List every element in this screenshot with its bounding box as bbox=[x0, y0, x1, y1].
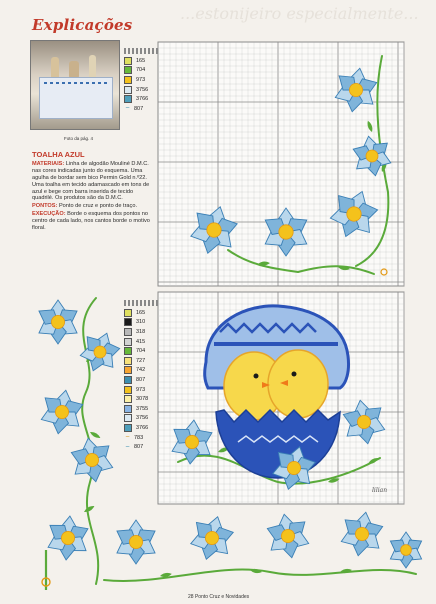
flower-center bbox=[401, 545, 412, 556]
execution-paragraph bbox=[32, 211, 152, 232]
page-watermark: ...estonijeiro especialmente... bbox=[180, 4, 419, 23]
color-swatch bbox=[124, 86, 132, 94]
legend-row bbox=[124, 356, 158, 366]
color-legend-top bbox=[124, 48, 158, 114]
dmc-code: 3756 bbox=[136, 415, 149, 422]
chick-right bbox=[268, 350, 328, 418]
designer-signature: lilian bbox=[372, 487, 388, 494]
flower-motif bbox=[184, 511, 240, 566]
dmc-code: 3078 bbox=[136, 396, 149, 403]
legend-row bbox=[124, 366, 158, 376]
legend-row bbox=[124, 104, 158, 114]
stitches-paragraph bbox=[32, 203, 152, 210]
dmc-code: 318 bbox=[136, 328, 146, 335]
materials-label: MATERIAIS: bbox=[32, 160, 65, 167]
stitches-text: Ponto de cruz e ponto de traço. bbox=[58, 203, 138, 210]
dmc-code: 742 bbox=[136, 367, 146, 374]
stitches-label: PONTOS: bbox=[32, 203, 58, 210]
flower-motif bbox=[261, 510, 314, 561]
photo-tablecloth bbox=[39, 77, 113, 119]
flower-motif bbox=[73, 326, 126, 378]
page-title: Explicações bbox=[32, 16, 133, 34]
corner-floral-chart bbox=[158, 42, 404, 286]
flower-motif bbox=[43, 514, 93, 562]
leaf bbox=[89, 430, 101, 439]
legend-row bbox=[124, 375, 158, 385]
legend-row bbox=[124, 404, 158, 414]
flower-motif bbox=[35, 300, 81, 344]
flower-motif bbox=[387, 532, 425, 568]
dmc-code: 727 bbox=[136, 357, 146, 364]
color-swatch bbox=[124, 95, 132, 103]
color-legend-bottom bbox=[124, 300, 158, 452]
dmc-code: 165 bbox=[136, 57, 146, 64]
backstitch-symbol: ~ bbox=[125, 105, 130, 113]
flower-center bbox=[51, 315, 64, 328]
dmc-code: 783 bbox=[134, 434, 144, 441]
legend-row bbox=[124, 308, 158, 318]
backstitch-symbol: ~ bbox=[125, 443, 130, 451]
dmc-code: 165 bbox=[136, 309, 146, 316]
legend-row bbox=[124, 394, 158, 404]
chick-eye bbox=[292, 372, 297, 377]
dmc-code: 973 bbox=[136, 386, 146, 393]
dmc-code: 807 bbox=[134, 444, 144, 451]
dmc-code: 3756 bbox=[136, 86, 149, 93]
dmc-code: 3766 bbox=[136, 424, 149, 431]
backstitch-symbol: ~ bbox=[125, 434, 130, 442]
legend-row bbox=[124, 442, 158, 452]
materials-text: Linha de algodão Mouliné D.M.C. nas cores indicadas junto do esquema. Uma agulha de bordar sem bico Permin Gold n.º22. Uma toalha em tecido adamascado em tons de azul e bege com barra inserida de tecido quadrilé. Os produtos são da D.M.C. bbox=[32, 160, 150, 202]
flower-center bbox=[279, 225, 293, 239]
legend-row bbox=[124, 56, 158, 66]
legend-row bbox=[124, 85, 158, 95]
color-swatch bbox=[124, 76, 132, 84]
dmc-code: 415 bbox=[136, 338, 146, 345]
legend-row bbox=[124, 75, 158, 85]
flower-motif bbox=[335, 508, 388, 559]
execution-label: EXECUÇÃO: bbox=[32, 211, 66, 218]
photo-caption: Foto da pág. 4 bbox=[64, 136, 94, 141]
leaf bbox=[83, 504, 95, 513]
execution-text: Borde o esquema dos pontos no centro de cada lado, nos cantos borde o motivo floral. bbox=[32, 211, 150, 232]
photo-bottle-tall bbox=[89, 55, 96, 79]
bottom-border-chart bbox=[100, 502, 418, 592]
dmc-code: 704 bbox=[136, 348, 146, 355]
flower-motif bbox=[35, 386, 88, 437]
tablecloth-photo bbox=[30, 40, 120, 130]
legend-row bbox=[124, 66, 158, 76]
dmc-code: 973 bbox=[136, 76, 146, 83]
legend-header bbox=[124, 300, 158, 306]
dmc-code: 704 bbox=[136, 67, 146, 74]
legend-row bbox=[124, 346, 158, 356]
dmc-code: 807 bbox=[134, 105, 144, 112]
legend-row bbox=[124, 327, 158, 337]
materials-paragraph bbox=[32, 161, 152, 202]
photo-bottle bbox=[51, 57, 59, 79]
color-swatch bbox=[124, 57, 132, 65]
legend-row bbox=[124, 94, 158, 104]
chick-egg-chart bbox=[158, 292, 404, 504]
legend-row bbox=[124, 318, 158, 328]
legend-row bbox=[124, 385, 158, 395]
dmc-code: 3766 bbox=[136, 96, 149, 103]
dmc-code: 310 bbox=[136, 319, 146, 326]
dmc-code: 807 bbox=[136, 376, 146, 383]
legend-row bbox=[124, 414, 158, 424]
flower-motif bbox=[113, 520, 159, 564]
flower-center bbox=[129, 535, 142, 548]
legend-row bbox=[124, 337, 158, 347]
color-swatch bbox=[124, 66, 132, 74]
instructions-block bbox=[32, 152, 152, 233]
legend-row bbox=[124, 423, 158, 433]
flower-motif bbox=[65, 434, 118, 485]
chick-eye bbox=[254, 374, 259, 379]
section-title: TOALHA AZUL bbox=[32, 150, 85, 159]
legend-header bbox=[124, 48, 158, 54]
dmc-code: 3755 bbox=[136, 405, 149, 412]
legend-row bbox=[124, 433, 158, 443]
page-footer: 28 Ponto Cruz e Novidades bbox=[188, 594, 250, 600]
